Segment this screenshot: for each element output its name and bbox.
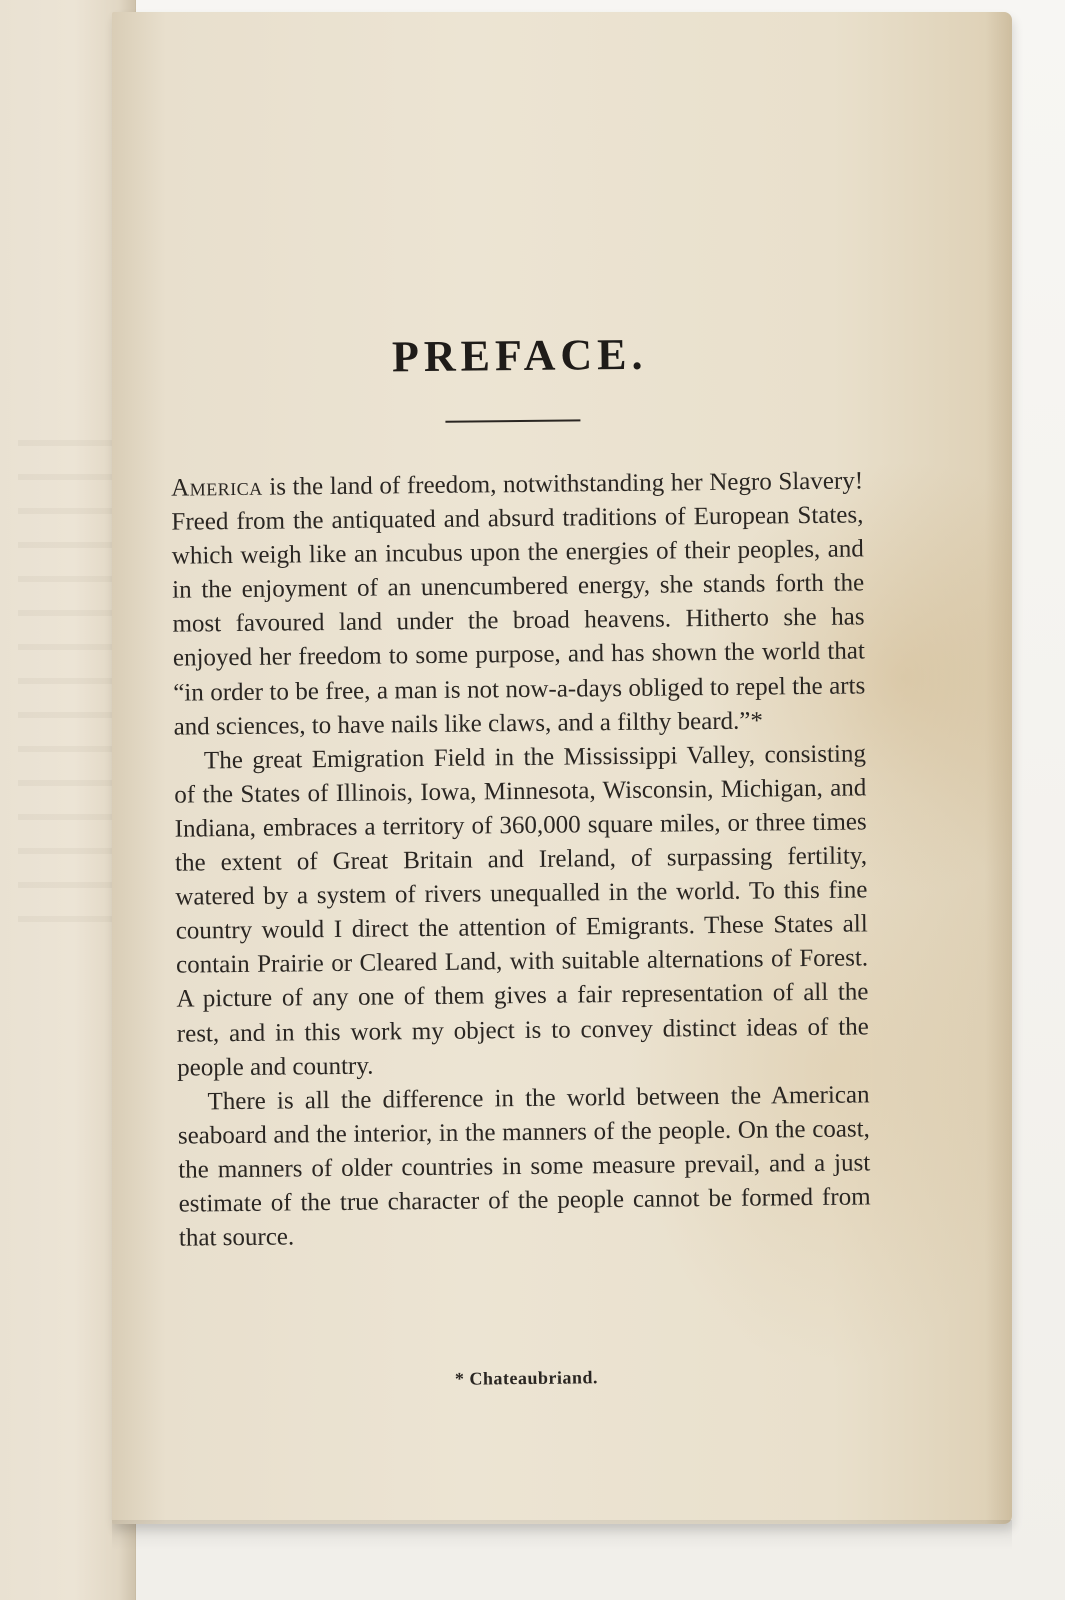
paragraph-2: The great Emigration Field in the Mississippi Valley, consisting of the States of Illinois, Iowa, Minnesota, Wisconsin, Michigan, and Indiana, embraces a territory of 360,000 square miles, or three times the extent of Great Britain and Ireland, of surpassing fertility, watered by a system of rivers unequalled in the world. To this fine country would I direct the attention of Emigrants. These States all contain Prairie or Cleared Land, with suitable alternations of Forest. A picture of any one of them gives a fair representation of all the rest, and in this work my object is to convey distinct ideas of the people and country. [174,740,869,1082]
page-shadow [112,1520,1012,1550]
book-page [112,12,1012,1524]
title-rule [445,419,580,422]
preface-body [171,464,871,1255]
page-title: PREFACE. [391,329,648,382]
page-content [166,8,882,1515]
left-page-show-through [18,440,118,940]
paragraph-1 [171,464,866,744]
footnote: * Chateaubriand. [454,1367,599,1389]
paragraph-1-lead: America [170,473,263,502]
paragraph-1-text: is the land of freedom, notwithstanding her Negro Slavery! Freed from the antiquated and absurd traditions of European States, which weigh like an incubus upon the energies of their peoples, and in the enjoyment of an unencumbered energy, she stands forth the most favoured land under the broad heavens. Hitherto she has enjoyed her freedom to some purpose, and has shown the world that “in order to be free, a man is not now-a-days obliged to repel the arts and sciences, to have nails like claws, and a filthy beard.”* [171,467,866,741]
paragraph-3: There is all the difference in the world between the American seaboard and the interior, in the manners of the people. On the coast, the manners of older countries in some measure prevail, and a just estimate of the true character of the people cannot be formed from that source. [177,1081,871,1252]
